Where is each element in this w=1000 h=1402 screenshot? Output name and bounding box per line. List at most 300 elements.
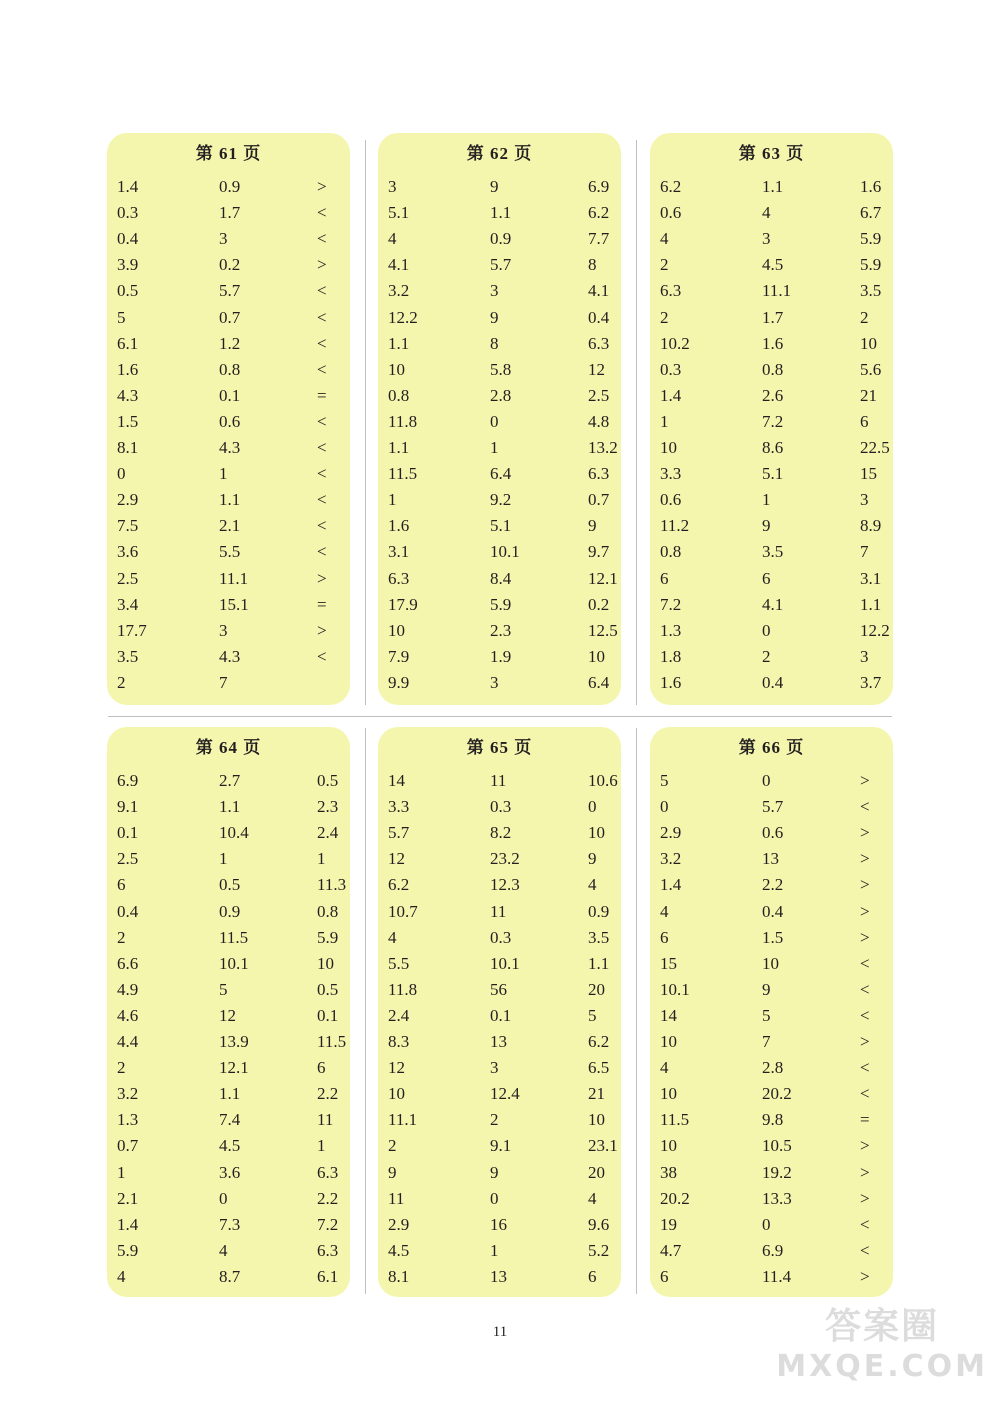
answer-cell: > [860,1266,870,1286]
answer-cell: 5.9 [860,255,882,275]
answer-cell: 4.3 [219,438,241,457]
answer-panel-6 [650,727,893,1297]
answer-cell: 6 [660,568,669,588]
answer-cell: 0.8 [219,359,241,379]
answer-cell: 4 [219,1240,228,1260]
answer-cell: 9.8 [762,1110,784,1130]
answer-cell: 10 [660,438,677,457]
answer-cell: 1.9 [490,646,512,666]
answer-cell: 10 [762,953,779,973]
answer-cell: 5.9 [860,229,882,249]
answer-cell: 4.1 [588,281,610,301]
answer-cell: 8.1 [388,1266,410,1286]
answer-cell: 21 [588,1084,605,1104]
answer-panel-2 [378,133,621,705]
answer-cell: > [317,255,327,275]
answer-cell: 1.2 [219,333,241,353]
answer-cell: 0.5 [219,875,241,895]
answer-cell: 12.4 [490,1084,520,1104]
answer-cell: 5.7 [219,281,241,301]
answer-cell: 0.2 [588,594,610,614]
answer-cell: 6.7 [860,203,882,223]
answer-cell: 13 [490,1032,507,1051]
answer-cell: 6.4 [490,464,512,484]
answer-cell: 7.4 [219,1110,241,1130]
answer-cell: 4.6 [117,1005,139,1025]
row-divider [108,716,892,717]
answer-cell: 2.9 [660,823,682,843]
answer-cell: 2.3 [490,620,512,640]
answer-cell: 7.5 [117,516,139,536]
answer-cell: 15 [860,464,877,484]
answer-cell: 11 [490,771,507,790]
answer-cell: 12.1 [219,1058,249,1078]
answer-cell: 20 [588,1162,605,1182]
answer-cell: 6 [860,411,869,431]
answer-cell: 11.2 [660,516,690,536]
answer-cell: 14 [388,771,405,790]
answer-cell: 9.9 [388,672,410,692]
answer-cell: 5.9 [490,594,512,614]
answer-cell: < [860,1005,870,1025]
answer-cell: 10 [660,1084,677,1104]
answer-cell: 0.9 [219,901,241,921]
answer-cell: 12 [588,359,605,379]
answer-cell: 5.6 [860,359,882,379]
answer-cell: 3.5 [117,646,139,666]
answer-cell: 0 [219,1188,228,1208]
answer-cell: 14 [660,1005,677,1025]
answer-cell: 12.5 [588,620,618,640]
answer-cell: < [860,797,870,817]
answer-cell: 7 [860,542,869,562]
answer-cell: 1.6 [660,672,682,692]
watermark-logo: 答案圈 MXQE.COM [776,1306,988,1384]
answer-cell: 5.5 [388,953,410,973]
answer-cell: 3 [860,490,869,510]
answer-cell: 5 [762,1005,771,1025]
answer-cell: 2.3 [317,797,339,817]
answer-cell: 6.1 [117,333,139,353]
answer-cell: > [860,875,870,895]
answer-cell: 2 [660,255,669,275]
answer-cell: 4.8 [588,411,610,431]
answer-cell: 12.1 [588,568,618,588]
answer-cell: 1.5 [762,927,784,947]
answer-cell: 6.3 [388,568,410,588]
answer-cell: 13.3 [762,1188,792,1208]
answer-cell: 7 [219,672,228,692]
answer-cell: 0.2 [219,255,241,275]
answer-cell: > [860,1162,870,1182]
answer-cell: 10.4 [219,823,249,843]
answer-cell: 9 [490,177,499,196]
answer-cell: 10 [588,823,605,843]
answer-cell: 5.5 [219,542,241,562]
column-divider-1-bottom [365,728,366,1294]
answer-cell: 9 [762,516,771,536]
answer-cell: 0.1 [490,1005,512,1025]
answer-cell: 19 [660,1214,677,1234]
answer-cell: 7.3 [219,1214,241,1234]
answer-cell: 4 [762,203,771,223]
answer-cell: < [317,542,327,562]
answer-cell: 1.4 [660,385,682,405]
answer-cell: 10.1 [219,953,249,973]
answer-cell: 4 [117,1266,126,1286]
answer-cell: 4.1 [388,255,410,275]
answer-cell: 20.2 [660,1188,690,1208]
answer-cell: 2 [762,646,771,666]
answer-cell: 17.7 [117,620,147,640]
answer-cell: 1.1 [860,594,882,614]
answer-cell: 13 [762,849,779,869]
answer-cell: 10.5 [762,1136,792,1156]
answer-cell: 11.5 [660,1110,690,1130]
answer-cell: 0.4 [762,672,784,692]
answer-cell: 7.2 [762,411,784,431]
answer-cell: 11.1 [762,281,792,301]
answer-cell: 5 [660,771,669,790]
answer-cell: > [860,901,870,921]
answer-cell: 0 [588,797,597,817]
answer-cell: 11.3 [317,875,347,895]
answer-cell: 2 [860,307,869,327]
answer-cell: 12.2 [860,620,890,640]
answer-cell: < [860,1240,870,1260]
answer-cell: 6 [660,927,669,947]
answer-cell: 3.9 [117,255,139,275]
answer-cell: = [317,594,327,614]
answer-cell: 2 [117,672,126,692]
answer-cell: 3.3 [388,797,410,817]
answer-cell: 3.4 [117,594,139,614]
answer-cell: 5.7 [762,797,784,817]
answer-cell: 0.5 [317,771,339,790]
answer-cell: 2.9 [117,490,139,510]
answer-cell: 0.6 [762,823,784,843]
answer-cell: 0.6 [219,411,241,431]
answer-cell: 4.4 [117,1032,139,1051]
answer-cell: 0 [490,1188,499,1208]
answer-cell: 12 [219,1005,236,1025]
answer-cell: 13.2 [588,438,618,457]
answer-cell: 9 [388,1162,397,1182]
answer-cell: 10 [660,1136,677,1156]
answer-cell: 5.1 [490,516,512,536]
answer-cell: 1.1 [388,333,410,353]
answer-cell: 10.2 [660,333,690,353]
answer-cell: 2.7 [219,771,241,790]
answer-cell: 1.4 [660,875,682,895]
answer-cell: 38 [660,1162,677,1182]
answer-cell: < [317,229,327,249]
answer-cell: 22.5 [860,438,890,457]
answer-cell: 1 [388,490,397,510]
answer-cell: < [317,438,327,457]
answer-cell: 9 [762,979,771,999]
answer-cell: 9 [588,516,597,536]
answer-cell: 0.9 [588,901,610,921]
answer-cell: 6.3 [317,1162,339,1182]
answer-cell: 5 [117,307,126,327]
answer-cell: > [317,568,327,588]
answer-cell: 2.5 [117,849,139,869]
answer-cell: 3 [219,229,228,249]
answer-cell: 2.6 [762,385,784,405]
answer-cell: 6.3 [317,1240,339,1260]
answer-cell: < [860,1058,870,1078]
answer-cell: 1.5 [117,411,139,431]
answer-cell: 10.7 [388,901,418,921]
answer-cell: 0.3 [490,927,512,947]
answer-panel-4 [107,727,350,1297]
answer-cell: 2.2 [317,1084,339,1104]
answer-cell: 0.6 [660,203,682,223]
answer-cell: 5.7 [490,255,512,275]
answer-cell: 0.6 [660,490,682,510]
answer-cell: 1.6 [860,177,882,196]
answer-cell: 5.7 [388,823,410,843]
answer-cell: 4 [660,229,669,249]
answer-cell: > [860,823,870,843]
answer-cell: 6.6 [117,953,139,973]
answer-cell: 15.1 [219,594,249,614]
answer-cell: 11.8 [388,411,418,431]
answer-cell: 2.2 [317,1188,339,1208]
answer-panel-3 [650,133,893,705]
answer-cell: 2 [117,1058,126,1078]
answer-cell: 1.1 [762,177,784,196]
answer-cell: 13 [490,1266,507,1286]
answer-cell: 1 [317,1136,326,1156]
answer-cell: 1 [660,411,669,431]
answer-cell: 8 [490,333,499,353]
answer-cell: 3.2 [388,281,410,301]
answer-panel-5 [378,727,621,1297]
answer-cell: 6 [762,568,771,588]
answer-cell: 5 [588,1005,597,1025]
answer-cell: 0.5 [117,281,139,301]
answer-cell: 6.2 [660,177,682,196]
answer-cell: 1 [317,849,326,869]
answer-cell: 2.9 [388,1214,410,1234]
page-number: 11 [492,1324,508,1340]
column-divider-2-top [636,140,637,705]
answer-cell: 6.9 [588,177,610,196]
answer-cell: 6.9 [762,1240,784,1260]
answer-cell: 3.6 [219,1162,241,1182]
answer-cell: = [860,1110,870,1130]
answer-cell: 0.8 [660,542,682,562]
answer-cell: 1.1 [588,953,610,973]
answer-cell: 21 [860,385,877,405]
answer-cell: 4.1 [762,594,784,614]
answer-cell: < [317,464,327,484]
answer-cell: 6.2 [388,875,410,895]
answer-cell: 1.6 [388,516,410,536]
answer-cell: 6.9 [117,771,139,790]
answer-cell: 11.8 [388,979,418,999]
answer-cell: 6.5 [588,1058,610,1078]
answer-cell: 10 [588,1110,605,1130]
answer-cell: 7.9 [388,646,410,666]
answer-cell: < [317,307,327,327]
answer-cell: > [860,771,870,790]
answer-cell: 0.4 [117,229,139,249]
answer-cell: 1.1 [388,438,410,457]
answer-cell: 9.2 [490,490,512,510]
answer-cell: 9.1 [117,797,139,817]
answer-cell: 1.1 [490,203,512,223]
panel-title: 第 62 页 [466,144,533,163]
answer-cell: 4.5 [762,255,784,275]
answer-cell: 3 [219,620,228,640]
answer-cell: 10 [317,953,334,973]
answer-cell: 8.1 [117,438,139,457]
answer-cell: 0.4 [762,901,784,921]
answer-cell: 5 [219,979,228,999]
answer-cell: 6.3 [588,333,610,353]
answer-cell: 2 [388,1136,397,1156]
answer-cell: 1.1 [219,797,241,817]
answer-cell: 4.3 [117,385,139,405]
answer-cell: 1.4 [117,1214,139,1234]
answer-cell: 4.7 [660,1240,682,1260]
answer-cell: 6.1 [317,1266,339,1286]
answer-cell: 0.3 [490,797,512,817]
answer-cell: 9 [490,1162,499,1182]
answer-cell: 8.6 [762,438,784,457]
answer-cell: 13.9 [219,1032,249,1051]
answer-cell: = [317,385,327,405]
answer-cell: 5.9 [317,927,339,947]
answer-cell: 4 [588,875,597,895]
answer-cell: 0.1 [317,1005,339,1025]
answer-cell: < [317,359,327,379]
answer-cell: 7.2 [317,1214,339,1234]
answer-cell: 3.1 [388,542,410,562]
answer-cell: 1.8 [660,646,682,666]
answer-cell: 4.5 [219,1136,241,1156]
answer-cell: 2 [660,307,669,327]
answer-cell: 8.7 [219,1266,241,1286]
answer-cell: 1.7 [219,203,241,223]
answer-cell: 1 [117,1162,126,1182]
answer-cell: < [317,203,327,223]
answer-cell: 2 [490,1110,499,1130]
answer-cell: 1 [490,1240,499,1260]
answer-cell: 3.5 [588,927,610,947]
answer-cell: 6 [117,875,126,895]
answer-cell: 9.1 [490,1136,512,1156]
answer-cell: 10 [388,1084,405,1104]
answer-cell: 0.3 [117,203,139,223]
answer-cell: 16 [490,1214,507,1234]
answer-cell: 9 [490,307,499,327]
answer-cell: 3.7 [860,672,882,692]
answer-cell: 0.4 [117,901,139,921]
answer-cell: < [317,490,327,510]
answer-cell: 4 [388,229,397,249]
answer-cell: 56 [490,979,507,999]
answer-cell: > [860,1136,870,1156]
answer-cell: 7 [762,1032,771,1051]
answer-cell: 2.5 [117,568,139,588]
answer-cell: < [860,1214,870,1234]
answer-cell: 0 [490,411,499,431]
answer-cell: 0 [762,620,771,640]
answer-cell: 17.9 [388,594,418,614]
answer-cell: 3.2 [117,1084,139,1104]
answer-cell: 0.7 [117,1136,139,1156]
answer-panel-1 [107,133,350,705]
answer-cell: 11 [317,1110,334,1130]
answer-cell: 2 [117,927,126,947]
answer-cell: 10.1 [490,953,520,973]
answer-cell: 10.1 [490,542,520,562]
answer-cell: 2.1 [117,1188,139,1208]
answer-cell: 20 [588,979,605,999]
answer-cell: 1.4 [117,177,139,196]
answer-cell: 9.7 [588,542,610,562]
answer-cell: 7.2 [660,594,682,614]
answer-cell: 6.4 [588,672,610,692]
answer-cell: 4.3 [219,646,241,666]
answer-cell: 11 [388,1188,405,1208]
answer-cell: 6.3 [588,464,610,484]
answer-cell: 3 [490,281,499,301]
panel-title: 第 61 页 [195,144,262,163]
answer-cell: > [860,849,870,869]
answer-cell: 0.8 [317,901,339,921]
answer-cell: 3 [490,672,499,692]
answer-cell: 1 [490,438,499,457]
answer-cell: 20.2 [762,1084,792,1104]
answer-cell: > [860,1032,870,1051]
answer-cell: 2.1 [219,516,241,536]
answer-cell: 1.3 [117,1110,139,1130]
answer-cell: 12.2 [388,307,418,327]
answer-cell: 4.9 [117,979,139,999]
answer-cell: 8.4 [490,568,512,588]
answer-cell: 3 [490,1058,499,1078]
answer-cell: < [317,411,327,431]
answer-cell: < [317,333,327,353]
answer-cell: 0 [762,1214,771,1234]
answer-cell: 1.6 [117,359,139,379]
answer-cell: < [317,646,327,666]
answer-cell: 6 [317,1058,326,1078]
panel-title: 第 64 页 [195,738,262,757]
answer-cell: 3.2 [660,849,682,869]
answer-cell: 1 [762,490,771,510]
answer-cell: 0.1 [117,823,139,843]
answer-cell: 0 [117,464,126,484]
answer-cell: 8 [588,255,597,275]
answer-cell: 0 [762,771,771,790]
answer-cell: 1.6 [762,333,784,353]
answer-cell: 2.4 [388,1005,410,1025]
answer-cell: 5.9 [117,1240,139,1260]
answer-cell: 11.4 [762,1266,792,1286]
answer-cell: 0.1 [219,385,241,405]
answer-cell: 19.2 [762,1162,792,1182]
answer-cell: 4 [588,1188,597,1208]
answer-cell: 0.9 [490,229,512,249]
answer-cell: 23.2 [490,849,520,869]
answer-cell: 4 [660,1058,669,1078]
